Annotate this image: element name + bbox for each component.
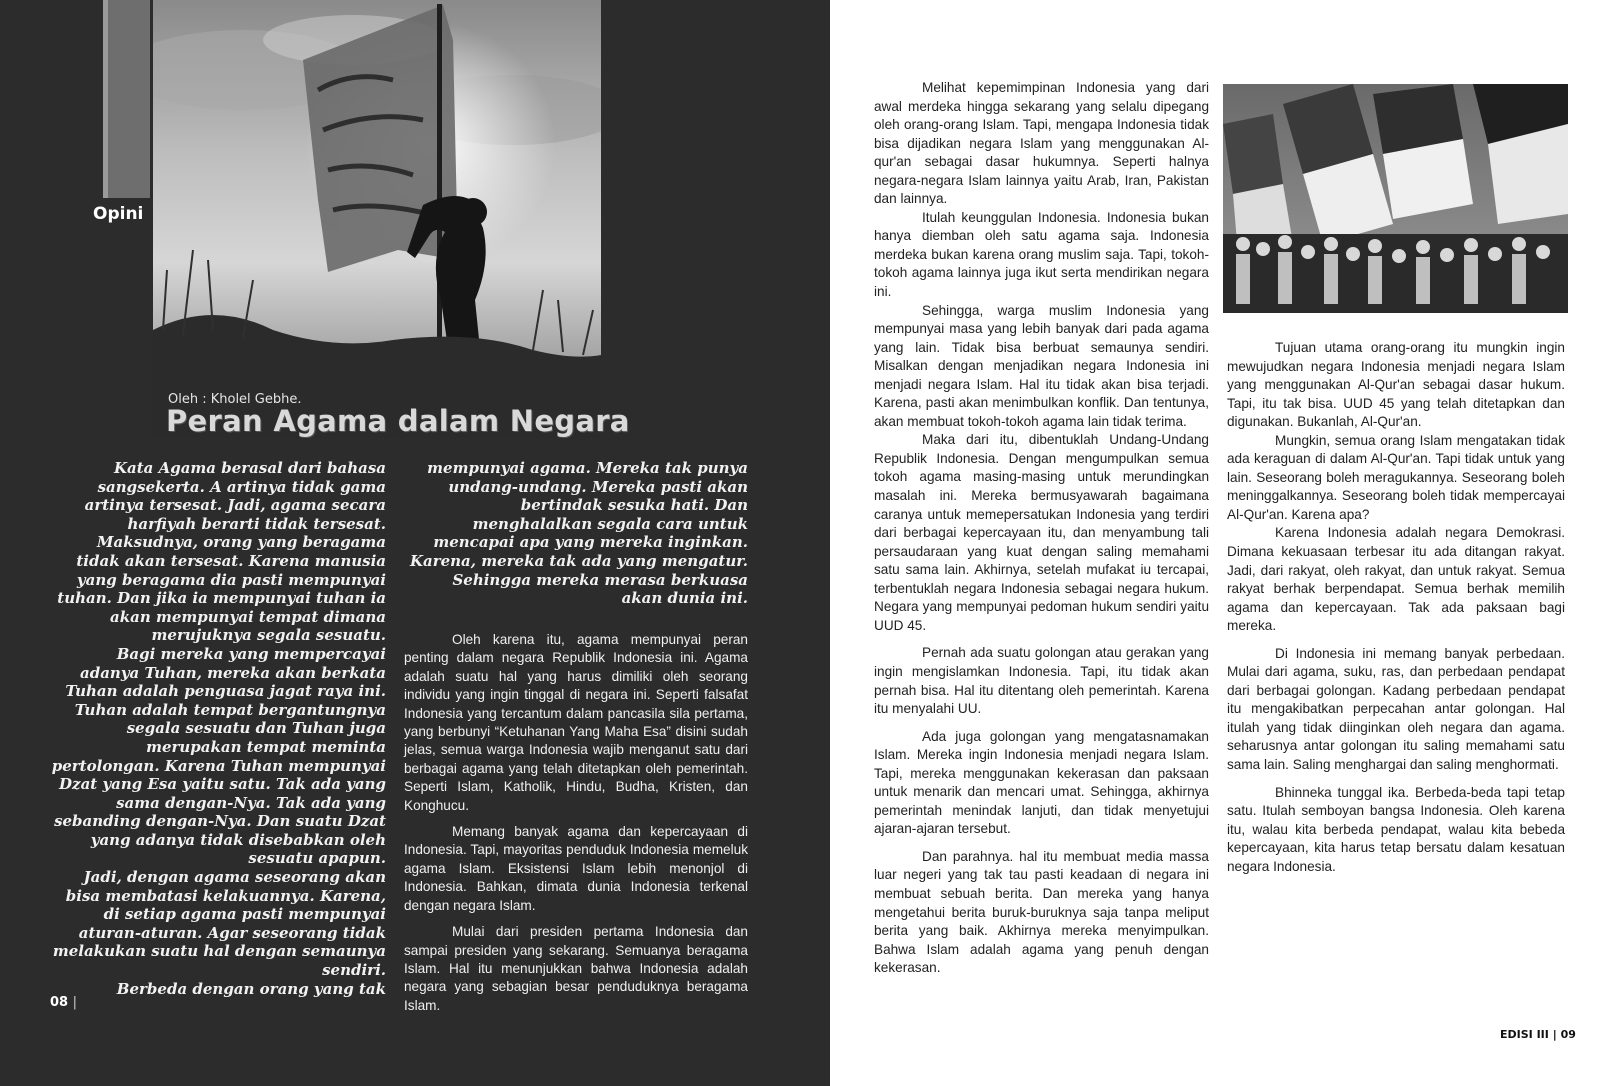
body-paragraph: Ada juga golongan yang mengatasnamakan Islam. Mereka ingin Indonesia menjadi negara Islam. Tapi, mereka menggunakan kekerasan dan paksaan untuk menarik dan mencari umat. Sehingga, akhirnya pemerintah menindak lanjuti, dan tidak menyetujui ajaran-ajaran tersebut. — [874, 728, 1209, 837]
body-paragraph: Mulai dari presiden pertama Indonesia dan sampai presiden yang sekarang. Semuanya beragama Islam. Hal itu menunjukkan bahwa Indonesia adalah negara yang sebagian besar penduduknya beragama Islam. — [404, 924, 748, 1013]
intro-paragraph: Bagi mereka yang mempercayai adanya Tuhan, mereka akan berkata Tuhan adalah penguasa jagat raya ini. Tuhan adalah tempat bergantungnya segala sesuatu dan Tuhan juga merupakan tempat meminta pertolongan. Karena Tuhan mempunyai Dzat yang Esa yaitu satu. Tak ada yang sama dengan-Nya. Tak ada yang sebanding dengan-Nya. Dan suatu Dzat yang adanya tidak disebabkan oleh sesuatu apapun. — [51, 644, 386, 868]
intro-paragraph: Kata Agama berasal dari bahasa sangsekerta. A artinya tidak gama artinya tersesat. Jadi, agama secara harfiyah berarti tidak tersesat. — [84, 459, 386, 533]
intro-paragraph: Maksudnya, orang yang beragama tidak akan tersesat. Karena manusia yang beragama dia pasti mempunyai tuhan. Dan jika ia mempunyai tuhan ia akan mempunyai tempat dimana merujuknya segala sesuatu. — [57, 533, 386, 645]
body-paragraph: Tujuan utama orang-orang itu mungkin ingin mewujudkan negara Indonesia menjadi negara Islam yang menggunakan Al-Qur'an sebagai dasar hukum. Tapi, itu tak bisa. UUD 45 yang telah ditetapkan dan digunakan. Bukanlah, Al-Qur'an. — [1227, 340, 1565, 430]
body-paragraph: Pernah ada suatu golongan atau gerakan yang ingin mengislamkan Indonesia. Tapi, itu tidak akan pernah bisa. Hal itu ditentang oleh pemerintah. Karena itu menyalahi UU. — [874, 645, 1209, 717]
right-body-column-1 — [874, 79, 1209, 978]
body-paragraph: Sehingga, warga muslim Indonesia yang mempunyai masa yang lebih banyak dari pada agama yang lain. Tidak bisa berbuat semaunya sendiri. Misalkan dengan menjadikan negara Indonesia ini menjadi negara Islam. Hal itu tidak akan bisa terjadi. Karena, pasti akan menimbulkan konflik. Dan tentunya, akan membuat tokoh-tokoh agama lain tidak terima. — [874, 302, 1209, 429]
right-body-column-2 — [1227, 339, 1565, 876]
folio-divider: | — [72, 995, 78, 1010]
page-number-left — [50, 995, 77, 1010]
intro-italic-column-2 — [408, 459, 748, 608]
article-headline: Peran Agama dalam Negara — [166, 404, 630, 438]
page-number-left-value: 08 — [50, 995, 69, 1010]
section-tab-bar — [103, 0, 150, 198]
body-paragraph: Memang banyak agama dan kepercayaan di Indonesia. Tapi, mayoritas penduduk Indonesia memeluk agama Islam. Eksistensi Islam lebih menonjol di Indonesia. Bahkan, dimata dunia Indonesia terkenal dengan negara Islam. — [404, 824, 748, 913]
body-paragraph: Melihat kepemimpinan Indonesia yang dari awal merdeka hingga sekarang yang selalu dipegang oleh orang-orang Islam. Tapi, mengapa Indonesia tidak bisa dijadikan negara Islam yang menggunakan Al-qur'an sebagai dasar hukumnya. Seperti halnya negara-negara Islam lainnya yaitu Arab, Iran, Pakistan dan lainnya. — [874, 80, 1209, 207]
body-paragraph: Bhinneka tunggal ika. Berbeda-beda tapi tetap satu. Itulah semboyan bangsa Indonesia. Oleh karena itu, walau kita berbeda pendapat, walau kita bebeda kepercayaan, kita harus tetap bersatu dalam kesatuan negara Indonesia. — [1227, 784, 1565, 874]
section-label: Opini — [93, 204, 144, 224]
body-paragraph: Itulah keunggulan Indonesia. Indonesia bukan hanya diemban oleh satu agama saja. Indonesia merdeka bukan karena orang muslim saja. Tapi, tokoh-tokoh agama lainnya juga ikut serta mendirikan negara ini. — [874, 209, 1209, 300]
body-paragraph: Oleh karena itu, agama mempunyai peran penting dalam negara Republik Indonesia ini. Agama adalah suatu hal yang harus dimiliki oleh seorang individu yang ingin tinggal di negara ini. Seperti falsafat Indonesia yang tercantum dalam pancasila sila pertama, yang berbunyi “Ketuhanan Yang Maha Esa” disini sudah jelas, semua warga Indonesia wajib menganut satu dari berbagai agama yang telah ditetapkan oleh pemerintah. Seperti Islam, Katholik, Hindu, Budha, Kristen, dan Konghucu. — [404, 632, 748, 813]
author-byline: Oleh : Kholel Gebhe. — [168, 392, 302, 407]
intro-paragraph: Berbeda dengan orang yang tak — [116, 979, 386, 998]
intro-paragraph: mempunyai agama. Mereka tak punya undang-undang. Mereka pasti akan bertindak sesuka hati. Dan menghalalkan segala cara untuk mencapai apa yang mereka inginkan. Karena, mereka tak ada yang mengatur. Sehingga mereka merasa berkuasa akan dunia ini. — [409, 459, 748, 608]
edition-label: EDISI III — [1500, 1028, 1549, 1041]
body-paragraph: Di Indonesia ini memang banyak perbedaan. Mulai dari agama, suku, ras, dan perbedaan pendapat dari berbagai golongan. Kadang perbedaan pendapat itu mengakibatkan perpecahan antar golongan. Hal itulah yang tidak diinginkan oleh negara dan agama. seharusnya antar golongan itu saling memahami satu sama lain. Saling menghargai dan saling menghormati. — [1227, 645, 1565, 773]
body-paragraph: Maka dari itu, dibentuklah Undang-Undang Republik Indonesia. Dengan mengumpulkan semua tokoh agama masing-masing untuk merundingkan masalah ini. Mereka bermusyawarah bagaimana caranya untuk memepersatukan Indonesia yang terdiri dari berbagai kepercayaan itu, dan menyambung tali persaudaraan yang kuat dengan saling memahami satu sama lain. Akhirnya, setelah mufakat iu tercapai, terbentuklah negara Indonesia sebagai negara hukum. Negara yang mempunyai pedoman hukum sendiri yaitu UUD 45. — [874, 432, 1209, 633]
page-number-right — [1500, 1028, 1576, 1041]
intro-paragraph: Jadi, dengan agama seseorang akan bisa membatasi kelakuannya. Karena, di setiap agama pasti mempunyai aturan-aturan. Agar seseorang tidak melakukan suatu hal dengan semaunya sendiri. — [52, 868, 386, 980]
body-paragraph: Dan parahnya. hal itu membuat media massa luar negeri yang tak tau pasti keadaan di negara ini membuat sebuah berita. Dan mereka yang hanya mengetahui berita buruk-buruknya saja tanpa meliput berita yang baik. Akhirnya mereka menyimpulkan. Bahwa Islam adalah agama yang penuh dengan kekerasan. — [874, 848, 1209, 976]
folio-divider: | — [1552, 1028, 1561, 1041]
body-paragraph: Mungkin, semua orang Islam mengatakan tidak ada keraguan di dalam Al-Qur'an. Tapi tidak untuk yang lain. Seseorang boleh meragukannya. Seseorang boleh meninggalkannya. Seseorang boleh tidak mempercayai Al-Qur'an. Karena apa? — [1227, 432, 1565, 522]
right-page — [830, 0, 1600, 1086]
intro-italic-column-1 — [48, 459, 386, 998]
photo-flags-crowd — [1223, 84, 1568, 313]
hero-photo-flag-silhouette — [153, 0, 601, 438]
left-body-column — [404, 631, 748, 1015]
body-paragraph: Karena Indonesia adalah negara Demokrasi. Dimana kekuasaan terbesar itu ada ditangan rakyat. Jadi, dari rakyat, oleh rakyat, dan untuk rakyat. Semua rakyat berhak berpendapat. Semua berhak memilih agama dan kepercayaan. Tak ada paksaan bagi mereka. — [1227, 525, 1565, 634]
page-number-right-value: 09 — [1560, 1028, 1576, 1041]
